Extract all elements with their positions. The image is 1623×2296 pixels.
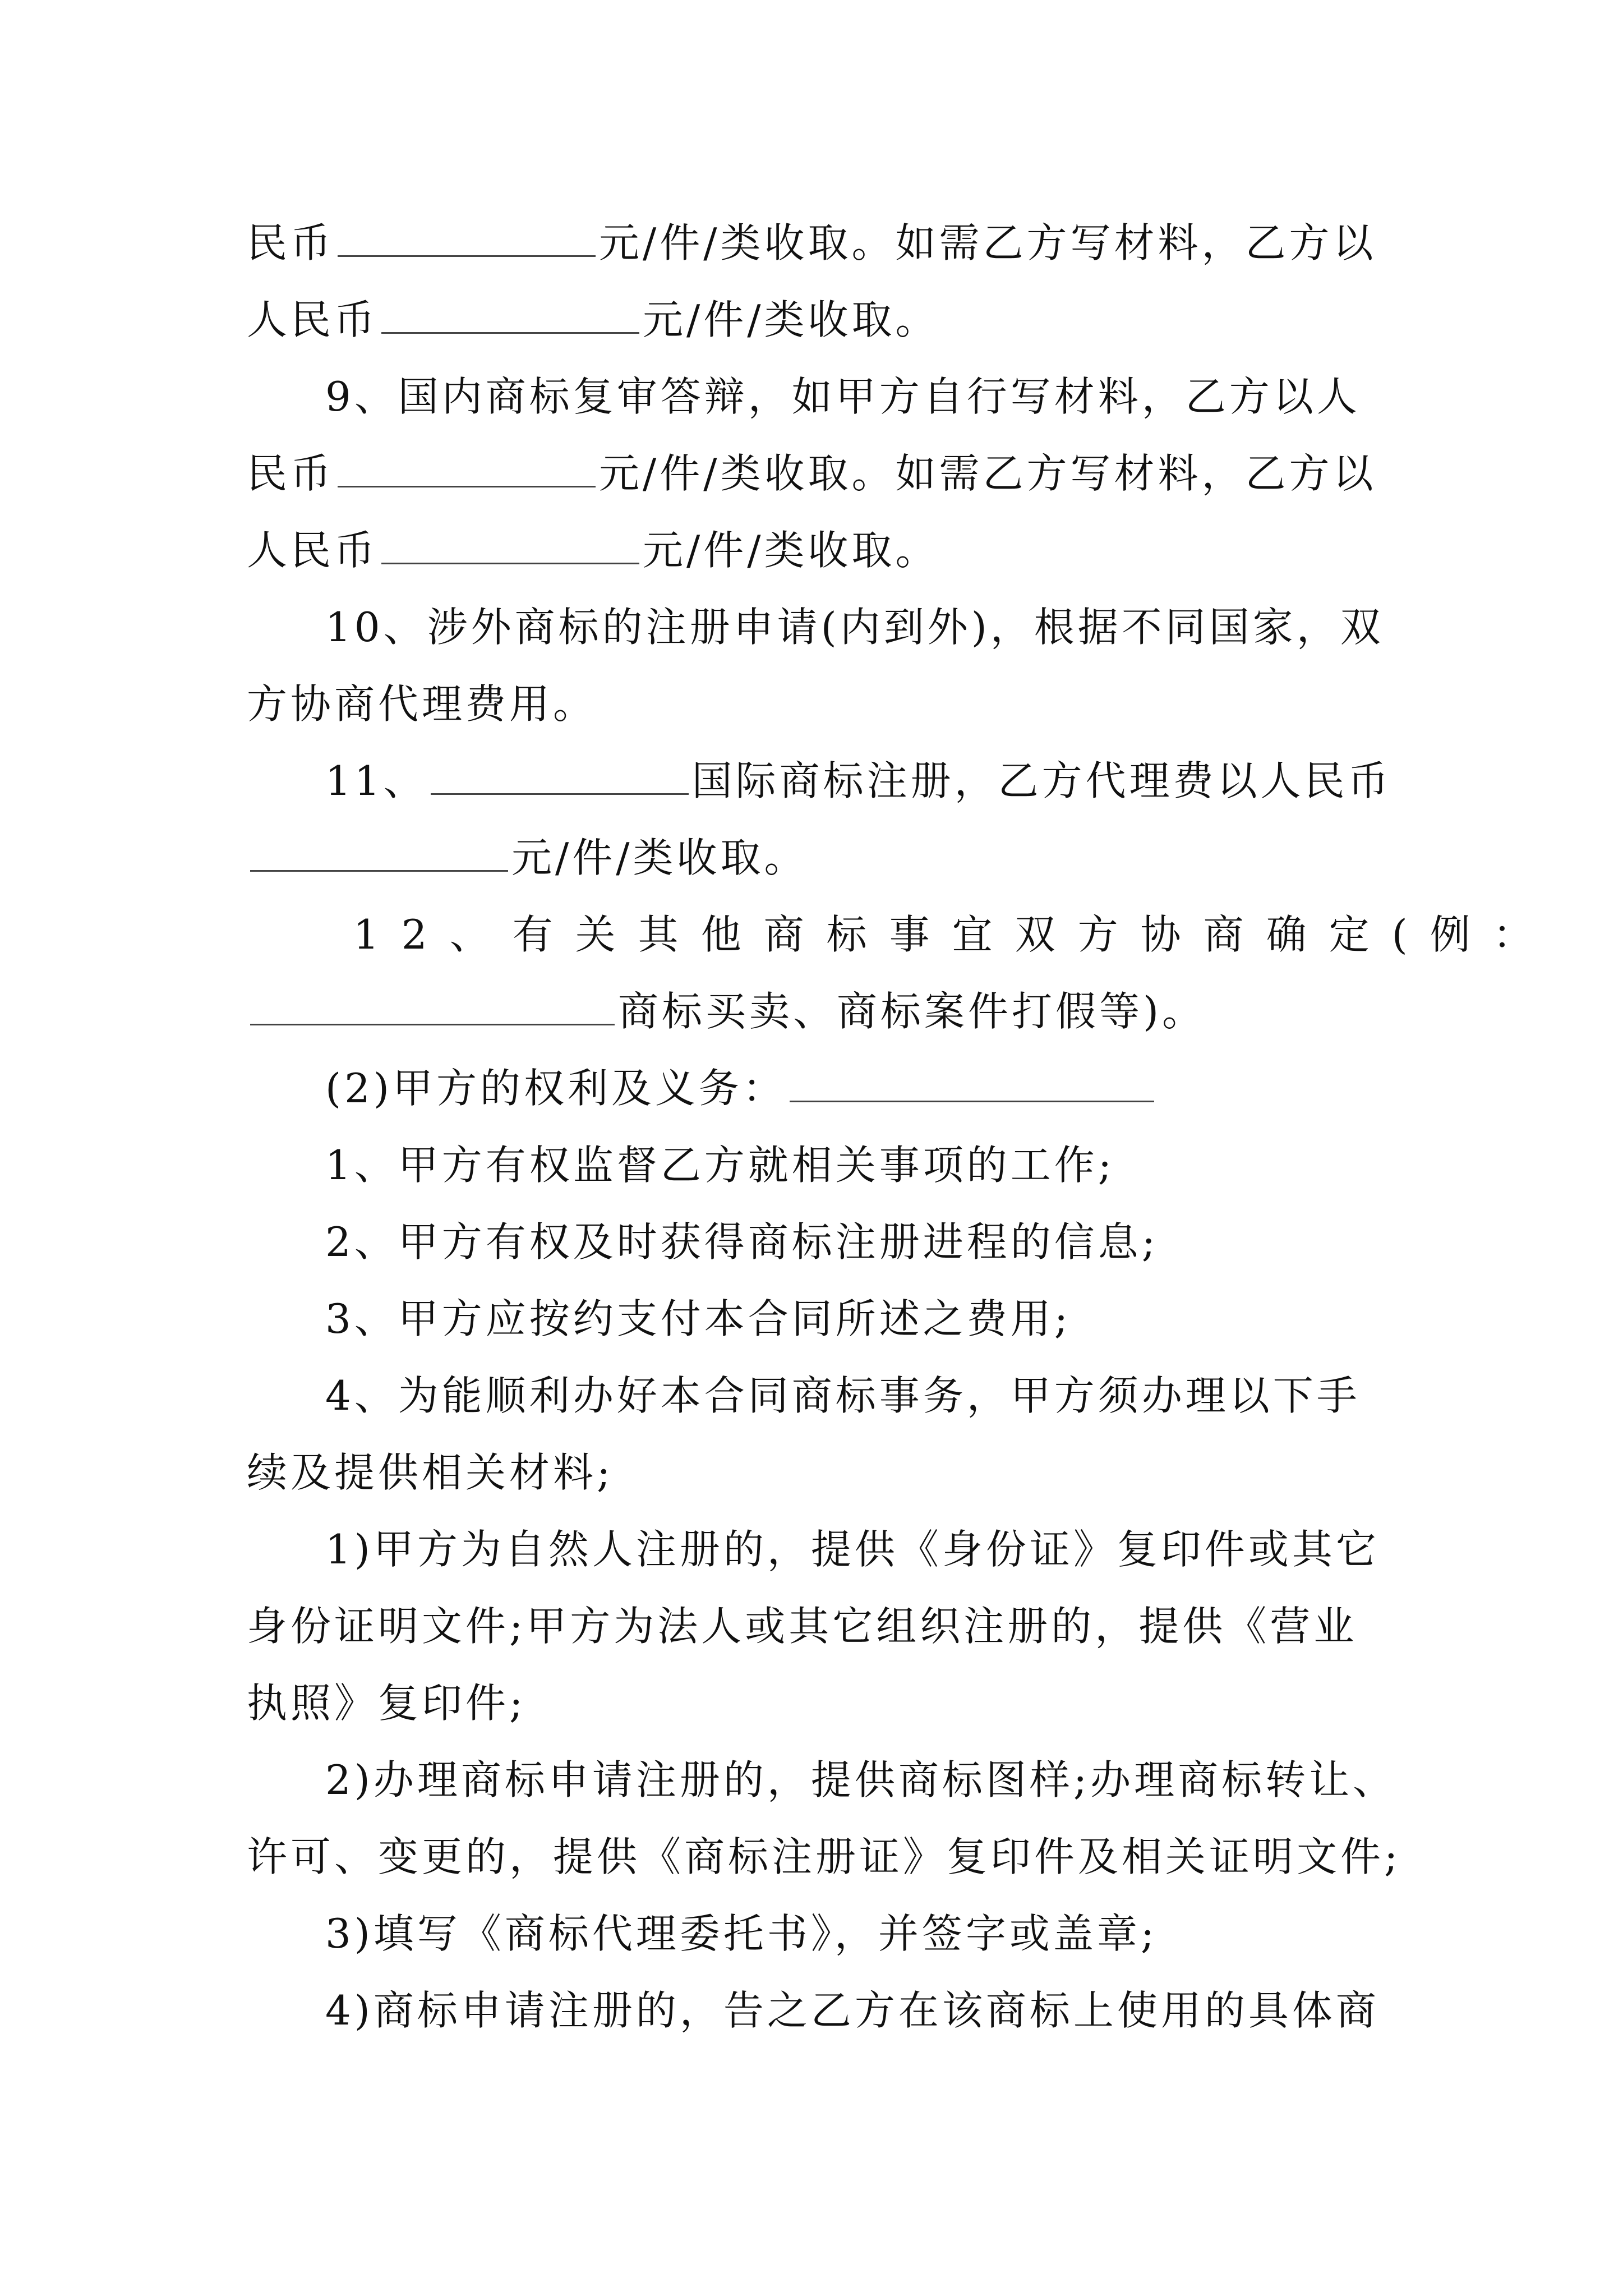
- fill-in-blank[interactable]: [431, 758, 689, 795]
- line-text: 身份证明文件;甲方为法人或其它组织注册的，提供《营业: [247, 1603, 1358, 1650]
- text-line: [325, 1214, 1159, 1270]
- text-line: [247, 830, 808, 886]
- line-text: 民币: [247, 219, 335, 266]
- fill-in-blank[interactable]: [381, 297, 639, 334]
- line-text: 人民币: [247, 296, 379, 343]
- text-line: [247, 445, 1377, 501]
- text-line: [247, 1829, 1401, 1885]
- text-line: [325, 1368, 1361, 1424]
- text-line: [247, 1444, 614, 1501]
- line-text: 元/件/类收取。如需乙方写材料，乙方以: [599, 450, 1377, 497]
- text-line: [247, 1598, 1357, 1654]
- text-line: [325, 369, 1361, 425]
- line-text: 9、国内商标复审答辩，如甲方自行写材料，乙方以人: [325, 373, 1361, 420]
- text-line: [325, 1752, 1396, 1808]
- text-line: [325, 1906, 1158, 1962]
- fill-in-blank[interactable]: [790, 1066, 1154, 1102]
- line-text: 执照》复印件;: [247, 1680, 527, 1727]
- line-text: 1、甲方有权监督乙方就相关事项的工作;: [325, 1142, 1115, 1189]
- line-text: 4、为能顺利办好本合同商标事务，甲方须办理以下手: [325, 1372, 1361, 1419]
- line-text: 许可、变更的，提供《商标注册证》复印件及相关证明文件;: [247, 1833, 1401, 1880]
- fill-in-blank[interactable]: [250, 835, 508, 872]
- line-text: 民币: [247, 450, 335, 497]
- line-text: 1)甲方为自然人注册的，提供《身份证》复印件或其它: [325, 1526, 1380, 1573]
- line-text: 元/件/类收取。: [511, 834, 808, 881]
- fill-in-blank[interactable]: [250, 989, 615, 1025]
- text-line: [325, 1137, 1115, 1193]
- text-line: [325, 599, 1384, 655]
- line-text: 2、甲方有权及时获得商标注册进程的信息;: [325, 1218, 1159, 1266]
- text-line: [325, 1982, 1380, 2039]
- line-text: 2)办理商标申请注册的，提供商标图样;办理商标转让、: [325, 1756, 1397, 1803]
- line-text: 元/件/类收取。如需乙方写材料，乙方以: [599, 219, 1377, 266]
- text-line: [247, 215, 1377, 271]
- fill-in-blank[interactable]: [338, 451, 596, 487]
- text-line: [353, 907, 1556, 963]
- line-text: (2)甲方的权利及义务：: [325, 1065, 786, 1112]
- text-line: [247, 1675, 526, 1731]
- line-text: 国际商标注册，乙方代理费以人民币: [691, 757, 1392, 804]
- line-text: 商标买卖、商标案件打假等)。: [618, 988, 1206, 1035]
- text-line: [325, 1521, 1380, 1577]
- fill-in-blank[interactable]: [381, 528, 639, 564]
- line-text: 元/件/类收取。: [643, 527, 939, 574]
- line-text: 方协商代理费用。: [247, 680, 597, 728]
- line-text: 3)填写《商标代理委托书》，并签字或盖章;: [325, 1910, 1158, 1957]
- text-line: [325, 1060, 1158, 1116]
- fill-in-blank[interactable]: [338, 220, 596, 257]
- line-text: 续及提供相关材料;: [247, 1449, 614, 1496]
- line-text: 3、甲方应按约支付本合同所述之费用;: [325, 1295, 1072, 1342]
- text-line: [247, 522, 939, 578]
- text-line: [247, 983, 1206, 1039]
- line-text: 人民币: [247, 527, 379, 574]
- text-line: [325, 1291, 1071, 1347]
- text-line: [325, 753, 1392, 809]
- line-text: 10、涉外商标的注册申请(内到外)，根据不同国家，双: [325, 604, 1384, 651]
- line-text: 元/件/类收取。: [643, 296, 939, 343]
- line-text: 12、有关其他商标事宜双方协商确定(例：: [353, 911, 1556, 958]
- line-text: 11、: [325, 757, 427, 804]
- line-text: 4)商标申请注册的，告之乙方在该商标上使用的具体商: [325, 1987, 1380, 2034]
- text-line: [247, 292, 939, 348]
- text-line: [247, 676, 597, 732]
